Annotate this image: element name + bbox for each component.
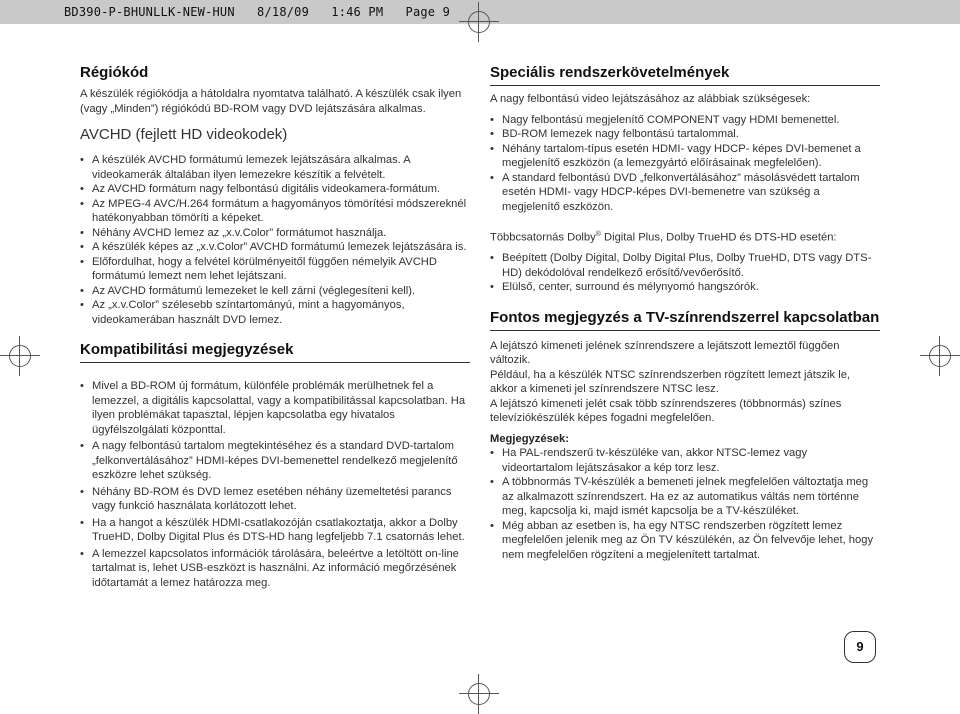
regions-heading: Régiókód — [80, 64, 149, 81]
list-item: • Ha PAL-rendszerű tv-készüléke van, akkor NTSC-lemez vagy videortartalom lejátszásakor a kép torz lesz. — [490, 446, 880, 475]
list-item: • A nagy felbontású tartalom megtekintéséhez és a standard DVD-tartalom „felkonvertálásához” HDMI-képes DVI-bemenettel rendelkező megjelenítő eszközre lehet szükség. — [80, 439, 470, 483]
crop-mark-right-icon — [920, 336, 960, 376]
print-header-text: BD390-P-BHUNLLK-NEW-HUN 8/18/09 1:46 PM Page 9 — [64, 5, 451, 19]
list-item: • Néhány BD-ROM és DVD lemez esetében néhány üzemeltetési parancs vagy funkció használata korlátozott lehet. — [80, 485, 470, 514]
list-item: • Még abban az esetben is, ha egy NTSC rendszerben rögzített lemez megfelelően jelenik meg az Ön TV készülékén, az Ön felvevője lehet, hogy nem megfelelően rögzíteni a megjelenített tartalmat. — [490, 519, 880, 563]
list-item: • Az „x.v.Color” szélesebb színtartományú, mint a hagyományos, videokamerában használt DVD lemez. — [80, 298, 470, 327]
crop-mark-bottom-icon — [459, 674, 499, 714]
list-item: • A standard felbontású DVD „felkonvertálásához” másolásvédett tartalom esetén HDMI- vagy HDCP-képes DVI-bemenetre van szükség a megjelenítő eszközön. — [490, 171, 880, 215]
compat-heading: Kompatibilitási megjegyzések — [80, 341, 470, 363]
compat-list — [80, 379, 470, 590]
requirements-list — [490, 113, 880, 215]
dolby-list — [490, 251, 880, 295]
list-item: • Előfordulhat, hogy a felvétel körülményeitől függően némelyik AVCHD formátumú lemezt nem lehet lejátszani. — [80, 255, 470, 284]
list-item: • BD-ROM lemezek nagy felbontású tartalommal. — [490, 127, 880, 142]
list-item: • Beépített (Dolby Digital, Dolby Digital Plus, Dolby TrueHD, DTS vagy DTS-HD) dekódolóval rendelkező erősítő/vevőerősítő. — [490, 251, 880, 280]
avchd-list — [80, 153, 470, 327]
registered-mark: ® — [595, 231, 601, 238]
color-text-1: A lejátszó kimeneti jelének színrendszere a lejátszott lemeztől függően változik. — [490, 339, 840, 367]
avchd-heading: AVCHD (fejlett HD videokodek) — [80, 126, 288, 143]
notes-list — [490, 446, 880, 562]
list-item: • Néhány AVCHD lemez az „x.v.Color” formátumot használja. — [80, 226, 470, 241]
list-item: • Elülső, center, surround és mélynyomó hangszórók. — [490, 280, 880, 295]
list-item: • Az AVCHD formátum nagy felbontású digitális videokamera-formátum. — [80, 182, 470, 197]
requirements-intro: A nagy felbontású video lejátszásához az alábbiak szükségesek: — [490, 93, 811, 105]
list-item: • Mivel a BD-ROM új formátum, különféle problémák merülhetnek fel a lemezzel, a digitális kapcsolattal, vagy a kompatibilitással kapcsolatban. Ha ilyen problémákat tapasztal, lépjen kapcsolatba egy hivatalos ügyfélszolgálati központtal. — [80, 379, 470, 437]
notes-label: Megjegyzések: — [490, 432, 569, 445]
color-text-3: A lejátszó kimeneti jelét csak több színrendszeres (többnormás) színes televíziókészülék képes fogadni megfelelően. — [490, 397, 842, 425]
requirements-heading: Speciális rendszerkövetelmények — [490, 64, 880, 86]
dolby-intro — [490, 228, 880, 245]
color-system-heading: Fontos megjegyzés a TV-színrendszerrel kapcsolatban — [490, 309, 880, 331]
list-item: • A készülék képes az „x.v.Color” AVCHD formátumú lemezek lejátszására is. — [80, 240, 470, 255]
regions-text: A készülék régiókódja a hátoldalra nyomtatva található. A készülék csak ilyen (vagy „Minden”) régiókódú BD-ROM vagy DVD lejátszására alkalmas. — [80, 88, 462, 115]
dolby-intro-a: Többcsatornás Dolby — [490, 231, 596, 244]
list-item: • A többnormás TV-készülék a bemeneti jelnek megfelelően változtatja meg az alkalmazott színrendszert. Ha ez az automatikus váltás nem történne meg, kapcsolja ki, majd ismét kapcsolja be a TV-készüléket. — [490, 475, 880, 519]
list-item: • Nagy felbontású megjelenítő COMPONENT vagy HDMI bemenettel. — [490, 113, 880, 128]
list-item: • Az AVCHD formátumú lemezeket le kell zárni (véglegesíteni kell). — [80, 284, 470, 299]
list-item: • Néhány tartalom-típus esetén HDMI- vagy HDCP- képes DVI-bemenet a megjelenítő eszközön (a lemezgyártó előírásainak megfelelően). — [490, 142, 880, 171]
list-item: • A lemezzel kapcsolatos információk tárolására, beleértve a letöltött on-line tartalmat is, lehet USB-eszközt is használni. Az információ megőrzésének időtartamát a lemez határozza meg. — [80, 547, 470, 591]
list-item: • Az MPEG-4 AVC/H.264 formátum a hagyományos tömörítési módszereknél hatékonyabban tömöríti a képeket. — [80, 197, 470, 226]
crop-mark-top-icon — [459, 2, 499, 42]
list-item: • A készülék AVCHD formátumú lemezek lejátszására alkalmas. A videokamerák általában ilyen lemezekre készítik a felvételt. — [80, 153, 470, 182]
dolby-intro-b: Digital Plus, Dolby TrueHD és DTS-HD esetén: — [600, 231, 837, 244]
color-text-2: Például, ha a készülék NTSC színrendszerben rögzített lemezt játszik le, akkor a kimeneti jel színrendszere NTSC lesz. — [490, 368, 851, 396]
left-column — [80, 64, 470, 590]
crop-mark-left-icon — [0, 336, 40, 376]
page-number: 9 — [844, 631, 876, 663]
list-item: • Ha a hangot a készülék HDMI-csatlakozóján csatlakoztatja, akkor a Dolby TrueHD, Dolby Digital Plus és DTS-HD hang legfeljebb 7.1 csatornás lehet. — [80, 516, 470, 545]
right-column — [490, 64, 880, 562]
